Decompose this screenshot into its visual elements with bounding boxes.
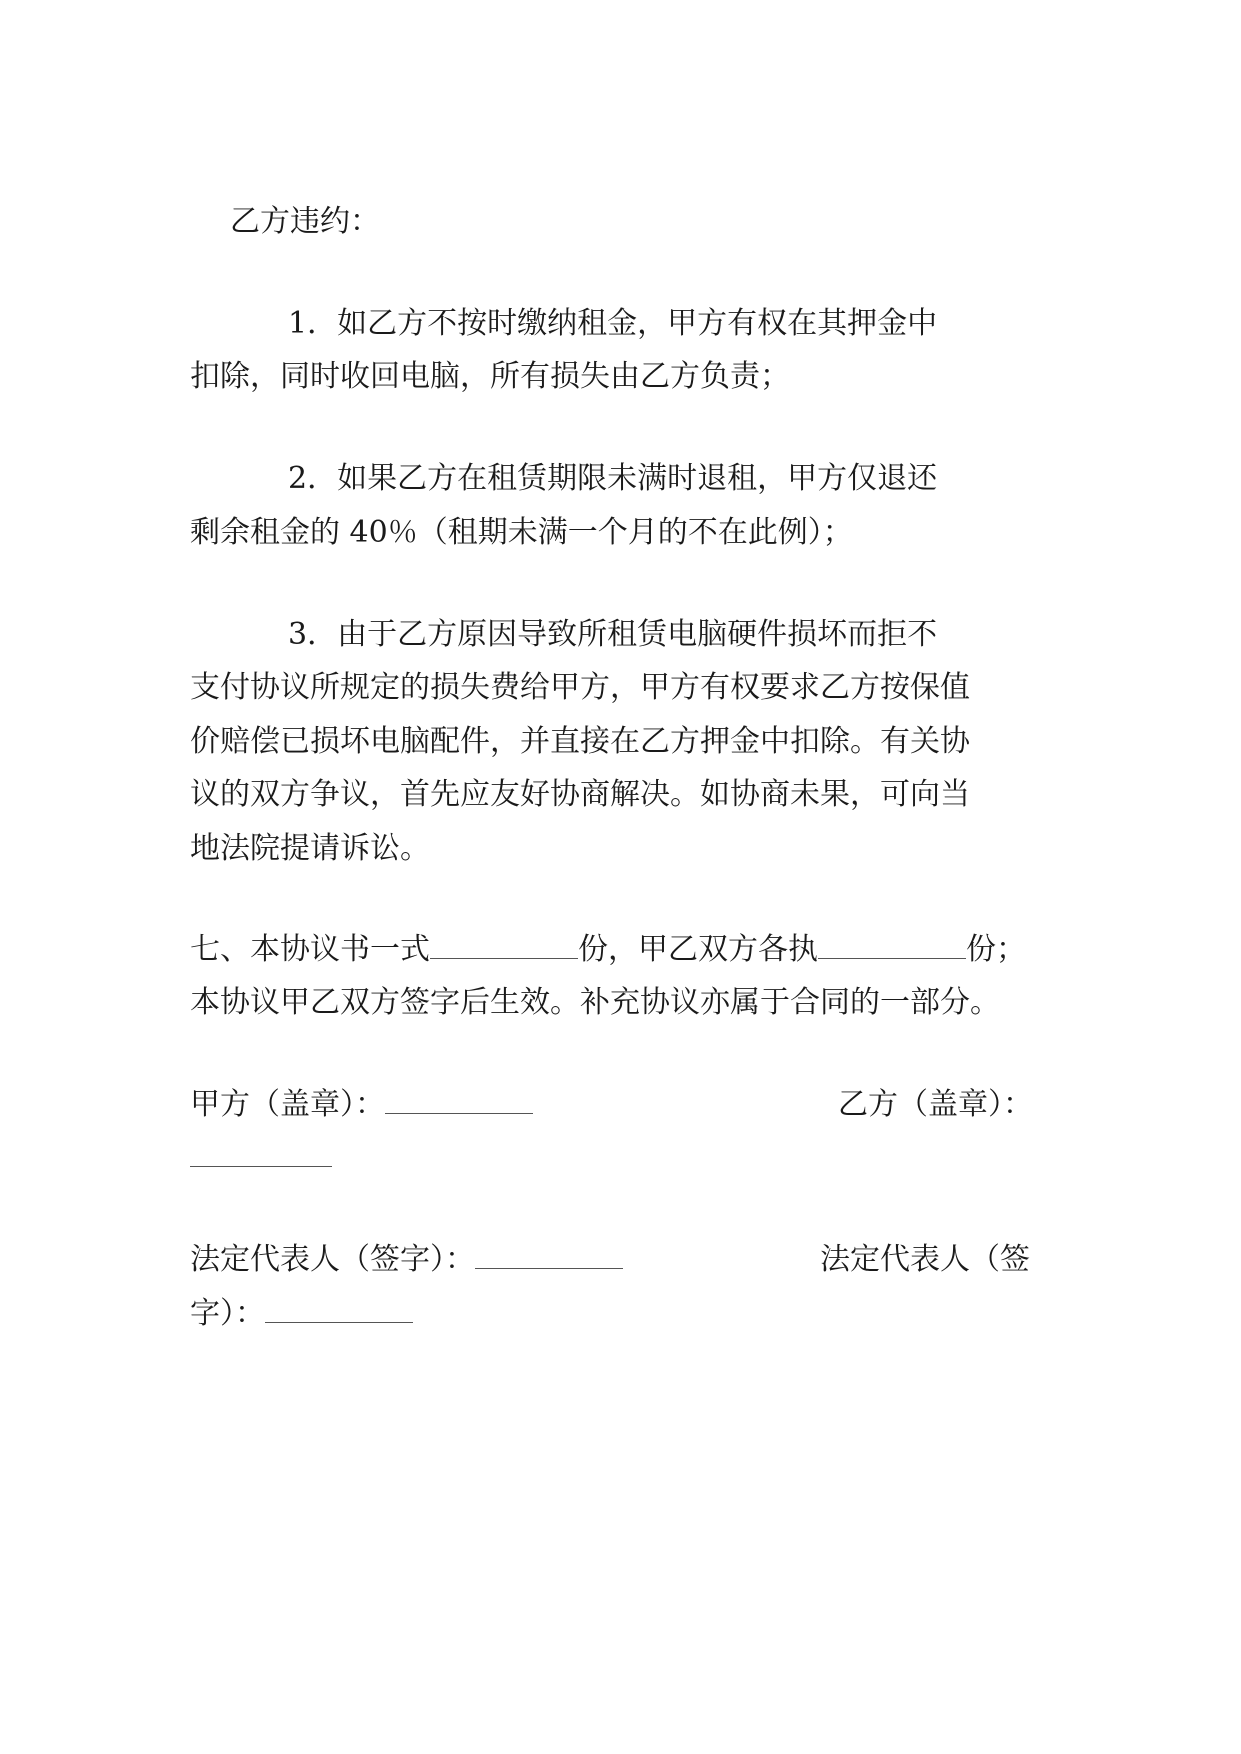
total-copies-field[interactable]: [430, 930, 578, 959]
clause-3-line-2: 支付协议所规定的损失费给甲方，甲方有权要求乙方按保值: [190, 670, 970, 705]
copies-each-party-field[interactable]: [818, 930, 966, 959]
legal-rep-b-label-part-1: 法定代表人（签: [820, 1242, 1030, 1277]
clause-3-line-3: 价赔偿已损坏电脑配件，并直接在乙方押金中扣除。有关协: [190, 724, 970, 759]
legal-rep-a-signature-field[interactable]: [475, 1240, 623, 1269]
party-b-seal-line: [190, 1138, 332, 1178]
article-7-middle: 份，甲乙双方各执: [578, 932, 818, 967]
breach-heading: 乙方违约：: [230, 204, 380, 239]
party-a-seal-label: 甲方（盖章）：: [190, 1087, 385, 1122]
clause-3-line-5: 地法院提请诉讼。: [190, 831, 430, 866]
legal-rep-a-label: 法定代表人（签字）：: [190, 1242, 475, 1277]
legal-rep-b-label-part-2: 字）：: [190, 1296, 265, 1331]
article-7-line-1: [190, 930, 1050, 970]
legal-rep-b-signature-field[interactable]: [265, 1294, 413, 1323]
party-a-seal: [190, 1085, 533, 1125]
legal-rep-a: [190, 1240, 623, 1280]
legal-rep-b: [190, 1294, 413, 1334]
clause-3-line-4: 议的双方争议，首先应友好协商解决。如协商未果，可向当: [190, 777, 970, 812]
clause-1-line-2: 扣除，同时收回电脑，所有损失由乙方负责；: [190, 359, 790, 394]
clause-3-line-1: 3．由于乙方原因导致所租赁电脑硬件损坏而拒不: [288, 617, 938, 652]
clause-2-line-1: 2．如果乙方在租赁期限未满时退租，甲方仅退还: [288, 461, 938, 496]
party-b-seal-field[interactable]: [190, 1138, 332, 1167]
party-b-seal-label: 乙方（盖章）：: [838, 1087, 1033, 1122]
article-7-line-2: 本协议甲乙双方签字后生效。补充协议亦属于合同的一部分。: [190, 985, 1000, 1020]
clause-2-line-2: 剩余租金的 40％（租期未满一个月的不在此例）；: [190, 515, 853, 550]
article-7-suffix: 份；: [966, 932, 1026, 967]
article-7-prefix: 七、本协议书一式: [190, 932, 430, 967]
clause-1-line-1: 1．如乙方不按时缴纳租金，甲方有权在其押金中: [288, 306, 938, 341]
party-a-seal-field[interactable]: [385, 1085, 533, 1114]
